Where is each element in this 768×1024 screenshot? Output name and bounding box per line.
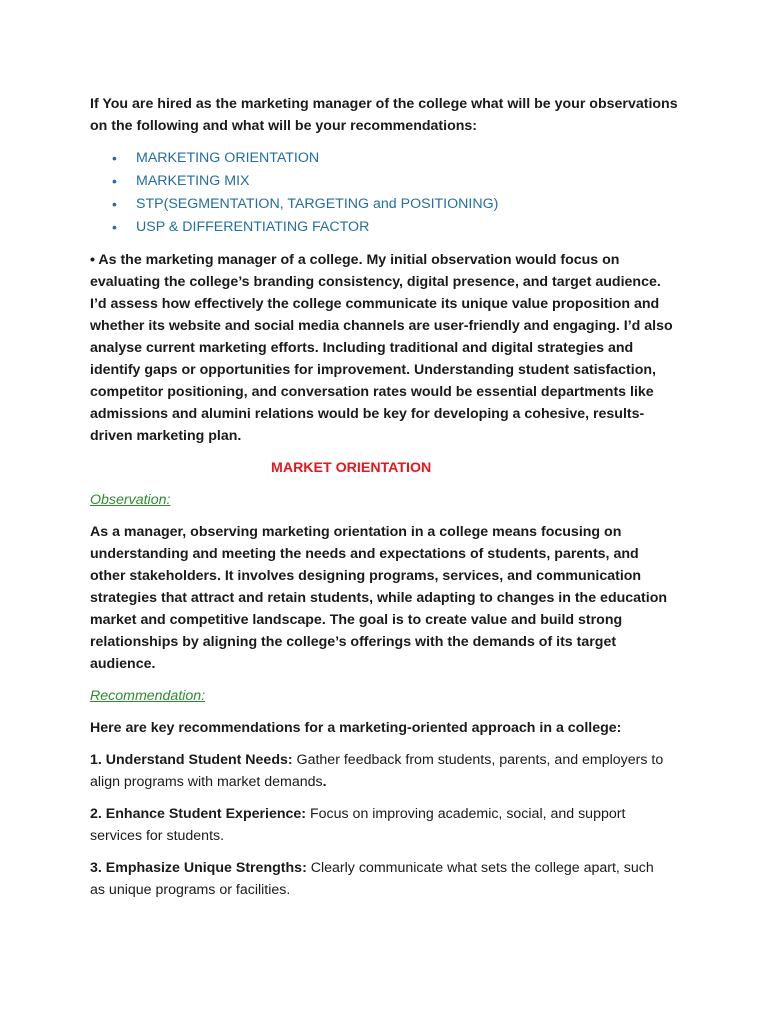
- recommendation-item: [90, 749, 678, 793]
- list-item: • MARKETING MIX: [112, 170, 678, 193]
- question-text: [90, 93, 678, 137]
- text-line: relationships by aligning the college’s offerings with the demands of its target: [90, 634, 617, 650]
- observation-paragraph: [90, 521, 678, 675]
- text-line: market and competitive landscape. The goal is to create value and build strong: [90, 612, 623, 628]
- text-line: whether its website and social media channels are user-friendly and engaging. I’d also: [90, 318, 673, 334]
- text-line: audience.: [90, 656, 156, 672]
- question-line-2: on the following and what will be your recommendations:: [90, 118, 478, 134]
- recommendation-text: Gather feedback from students, parents, and employers to: [292, 752, 664, 768]
- recommendation-item: [90, 857, 678, 901]
- recommendation-intro: Here are key recommendations for a marketing-oriented approach in a college:: [90, 720, 622, 736]
- recommendation-text: services for students.: [90, 828, 225, 844]
- text-line: As a manager, observing marketing orientation in a college means focusing on: [90, 524, 622, 540]
- text-line: I’d assess how effectively the college communicate its unique value proposition and: [90, 296, 660, 312]
- text-line: admissions and alumini relations would be key for developing a cohesive, results-: [90, 406, 645, 422]
- recommendation-text: as unique programs or facilities.: [90, 882, 291, 898]
- recommendation-title: 2. Enhance Student Experience:: [90, 806, 307, 822]
- recommendation-text: Clearly communicate what sets the college apart, such: [306, 860, 654, 876]
- text-line: analyse current marketing efforts. Including traditional and digital strategies and: [90, 340, 634, 356]
- list-item: • MARKETING ORIENTATION: [112, 147, 678, 170]
- list-item: • STP(SEGMENTATION, TARGETING and POSITIONING): [112, 193, 678, 216]
- observation-label: Observation:: [90, 492, 171, 508]
- question-line-1: If You are hired as the marketing manager of the college what will be your observations: [90, 96, 678, 112]
- topic-list: [90, 147, 678, 239]
- recommendation-item: [90, 803, 678, 847]
- list-item: • USP & DIFFERENTIATING FACTOR: [112, 216, 678, 239]
- recommendation-label: Recommendation:: [90, 688, 206, 704]
- section-heading: MARKET ORIENTATION: [271, 460, 432, 476]
- text-line: driven marketing plan.: [90, 428, 242, 444]
- recommendation-title: 3. Emphasize Unique Strengths:: [90, 860, 307, 876]
- text-line: • As the marketing manager of a college. My initial observation would focus on: [90, 252, 620, 268]
- recommendation-text: align programs with market demands: [90, 774, 323, 790]
- text-line: other stakeholders. It involves designing programs, services, and communication: [90, 568, 642, 584]
- intro-paragraph: [90, 249, 678, 447]
- text-line: evaluating the college’s branding consistency, digital presence, and target audience.: [90, 274, 661, 290]
- recommendation-tail: .: [322, 774, 327, 790]
- text-line: understanding and meeting the needs and expectations of students, parents, and: [90, 546, 639, 562]
- recommendation-title: 1. Understand Student Needs:: [90, 752, 293, 768]
- text-line: strategies that attract and retain students, while adapting to changes in the education: [90, 590, 668, 606]
- text-line: competitor positioning, and conversation rates would be essential departments like: [90, 384, 654, 400]
- text-line: identify gaps or opportunities for improvement. Understanding student satisfaction,: [90, 362, 656, 378]
- recommendation-text: Focus on improving academic, social, and support: [306, 806, 626, 822]
